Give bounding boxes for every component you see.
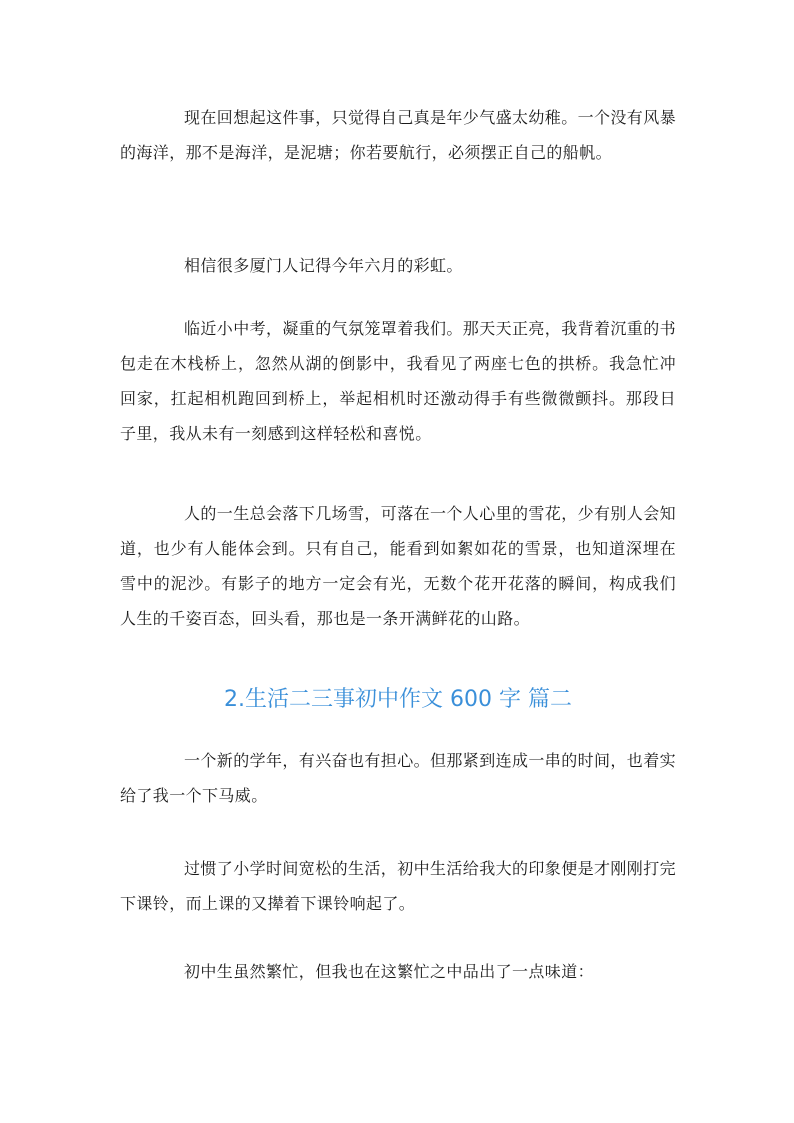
paragraph: 初中生虽然繁忙，但我也在这繁忙之中品出了一点味道： xyxy=(184,962,595,981)
paragraph: 人的一生总会落下几场雪，可落在一个人心里的雪花，少有别人会知道，也少有人能体会到。只有自己，能看到如絮如花的雪景，也知道深埋在雪中的泥沙。有影子的地方一定会有光，无数个花开花落的瞬间，构成我们人生的千姿百态，回头看，那也是一条开满鲜花的山路。 xyxy=(120,504,677,628)
section-heading: 2.生活二三事初中作文 600 字 篇二 xyxy=(224,687,572,712)
paragraph: 相信很多厦门人记得今年六月的彩虹。 xyxy=(184,256,463,275)
paragraph: 现在回想起这件事，只觉得自己真是年少气盛太幼稚。一个没有风暴的海洋，那不是海洋，是泥塘；你若要航行，必须摆正自己的船帆。 xyxy=(120,108,677,162)
paragraph: 一个新的学年，有兴奋也有担心。但那紧到连成一串的时间，也着实给了我一个下马威。 xyxy=(120,751,677,805)
paragraph: 临近小中考，凝重的气氛笼罩着我们。那天天正亮，我背着沉重的书包走在木栈桥上，忽然从湖的倒影中，我看见了两座七色的拱桥。我急忙冲回家，扛起相机跑回到桥上，举起相机时还激动得手有些微微颤抖。那段日子里，我从未有一刻感到这样轻松和喜悦。 xyxy=(120,319,677,443)
paragraph: 过惯了小学时间宽松的生活，初中生活给我大的印象便是才刚刚打完下课铃，而上课的又撵着下课铃响起了。 xyxy=(120,859,677,913)
